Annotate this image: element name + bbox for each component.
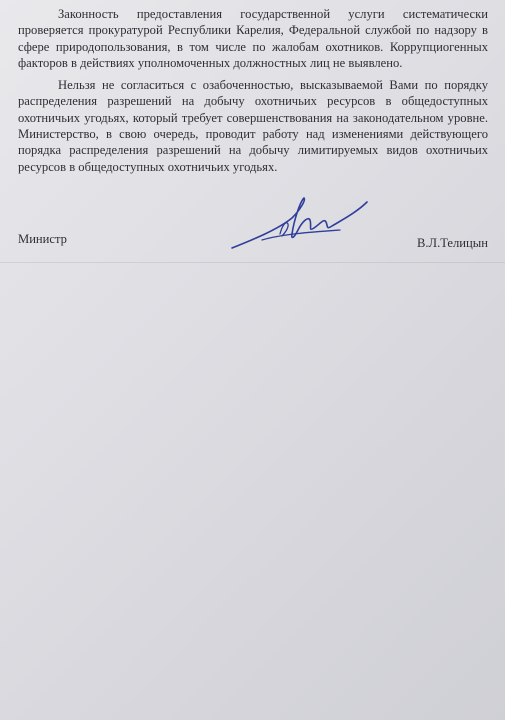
signatory-title: Министр [18,232,67,246]
signature-block [18,232,488,252]
paper-fold-line [0,262,505,263]
letter-body [18,6,488,181]
paragraph-permits: Нельзя не согласиться с озабоченностью, высказываемой Вами по порядку распределения разрешений на добычу охотничьих ресурсов в общедоступных охотничьих угодьях, который требует совершенствования на законодательном уровне. Министерство, в свою очередь, проводит работу над изменениями действующего порядка распределения разрешений на добычу лимитируемых видов охотничьих ресурсов в общедоступных охотничьих угодьях. [18,78,488,174]
signatory-name: В.Л.Телицын [416,236,488,250]
paragraph-legality: Законность предоставления государственной услуги систематически проверяется прокуратурой Республики Карелия, Федеральной службой по надзору в сфере природопользования, в том числе по жалобам охотников. Коррупциогенных факторов в действиях уполномоченных должностных лиц не выявлено. [18,7,488,70]
